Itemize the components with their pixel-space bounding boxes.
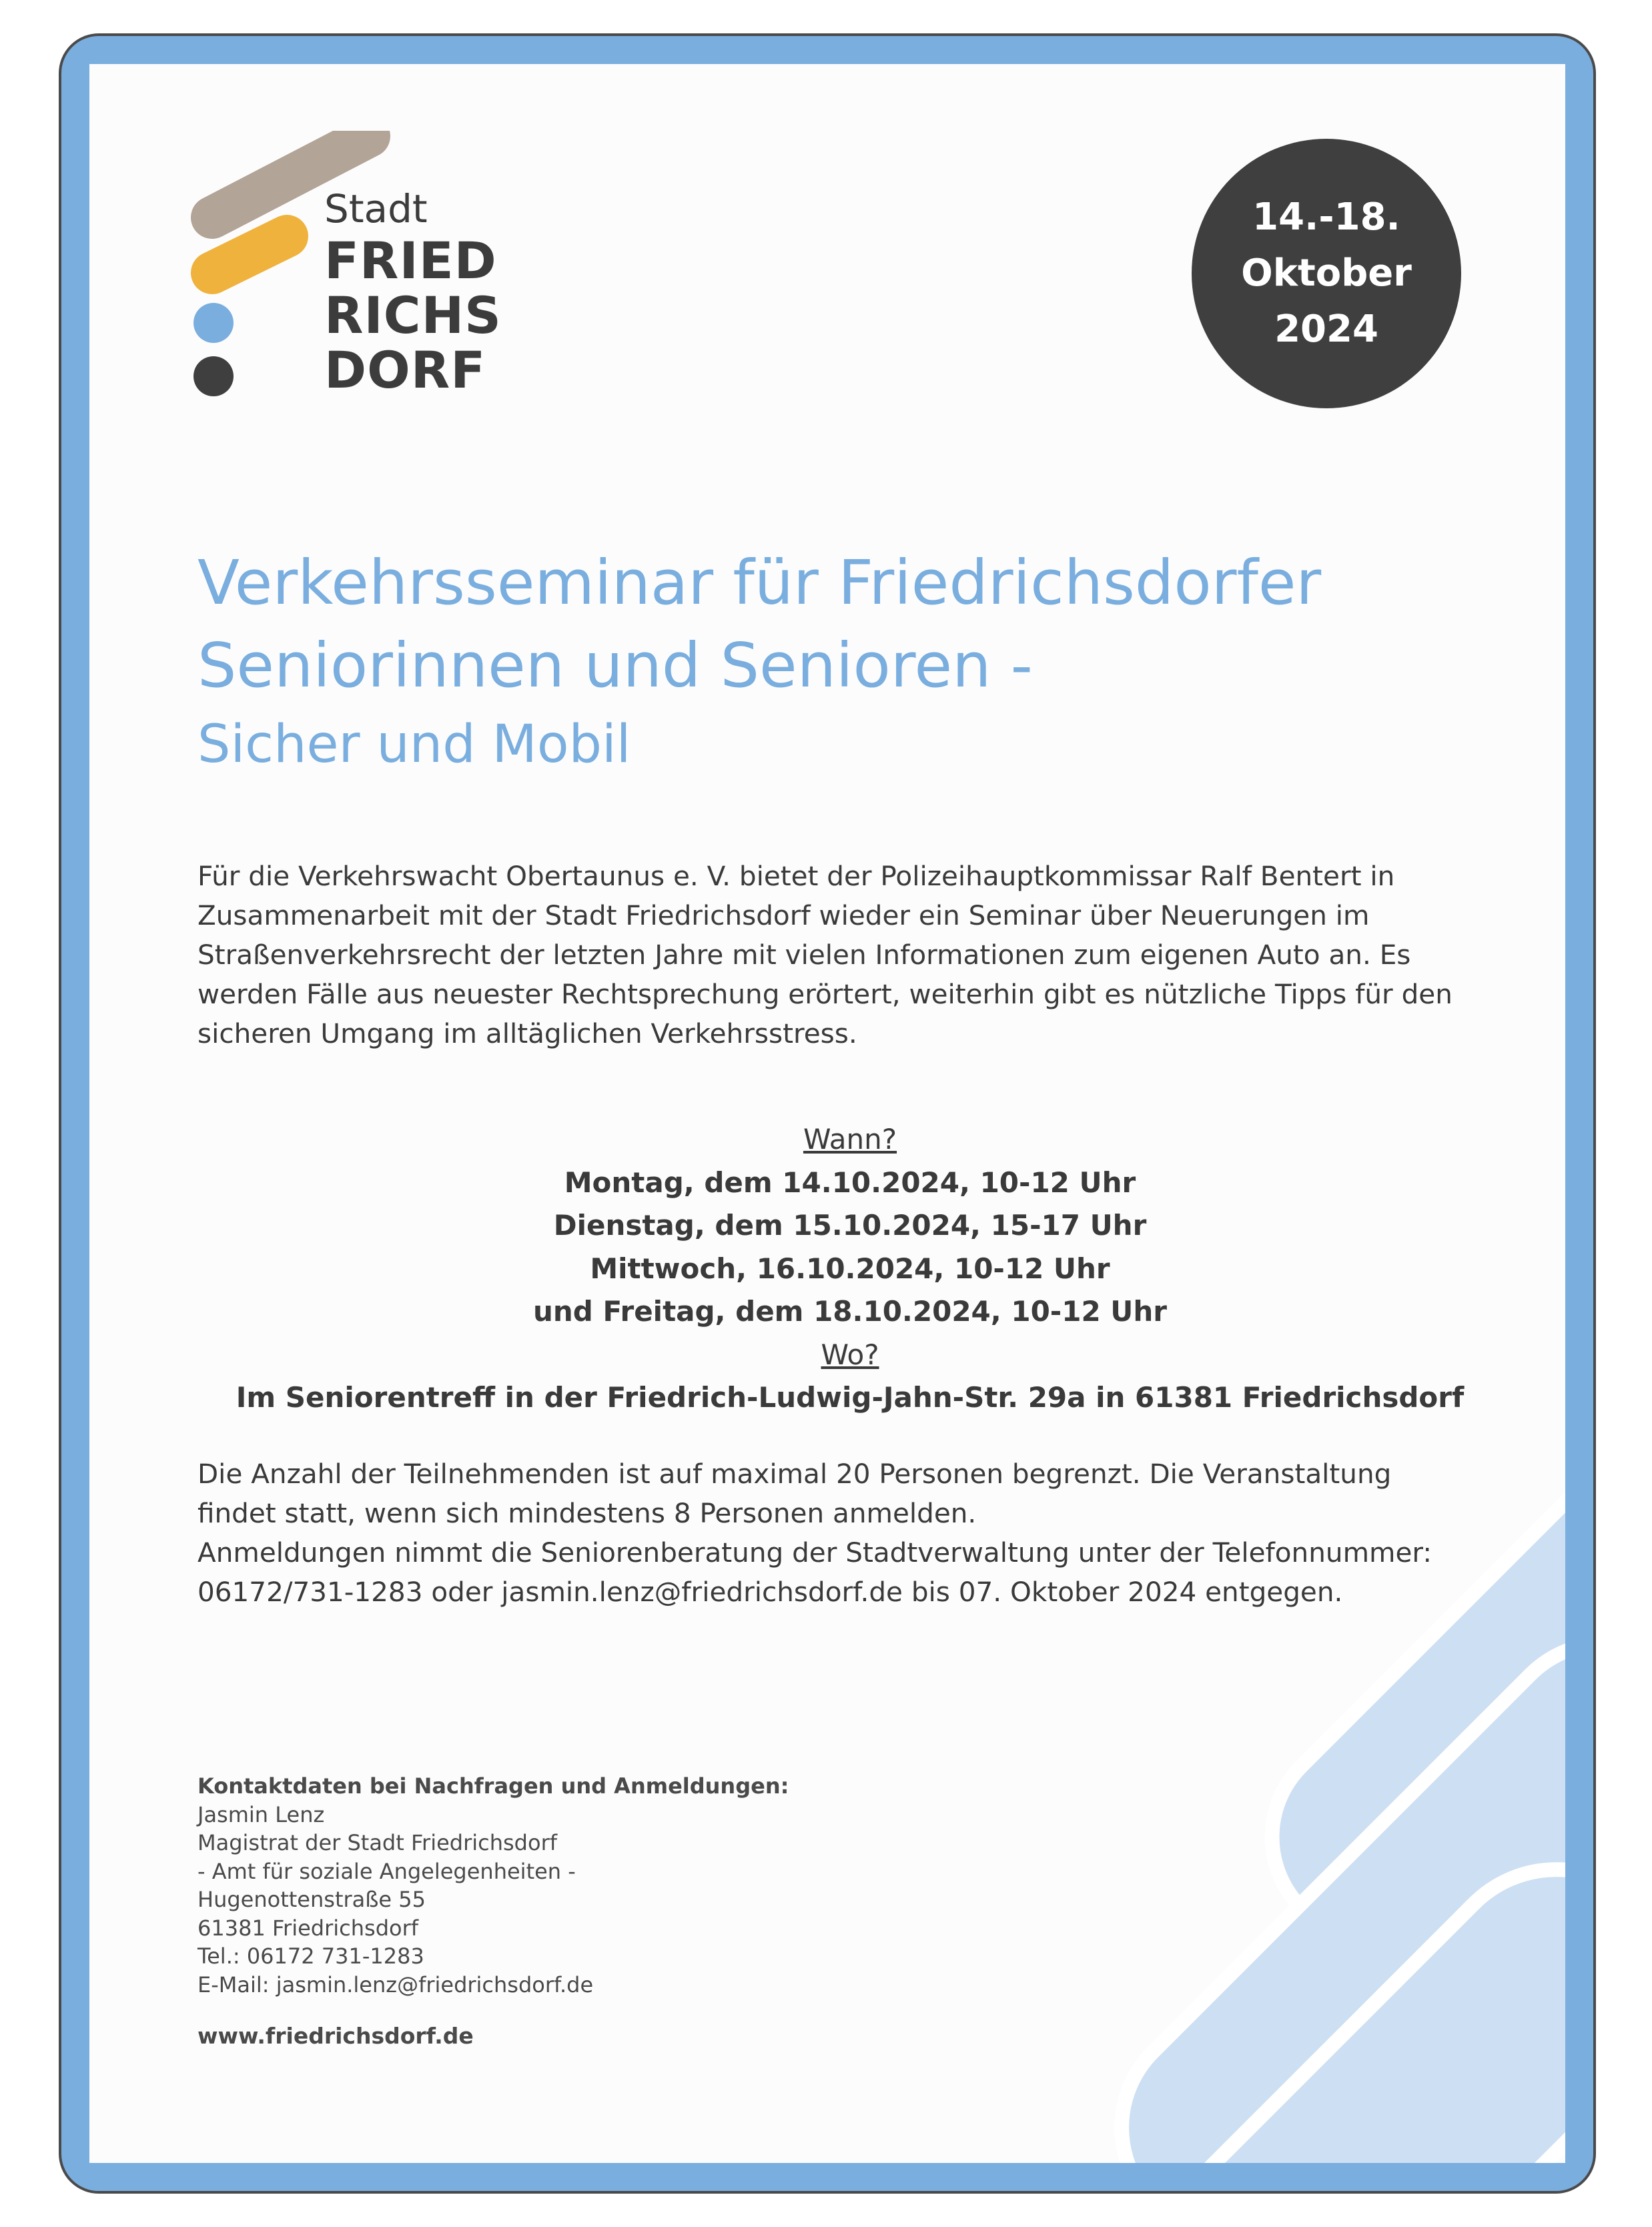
- title-line-1: Verkehrsseminar für Friedrichsdorfer: [197, 547, 1322, 618]
- contact-block: [197, 1772, 1132, 1999]
- page-title: [197, 542, 1519, 782]
- contact-org: Magistrat der Stadt Friedrichsdorf: [197, 1830, 557, 1855]
- notice-line-2: findet statt, wenn sich mindestens 8 Personen anmelden.: [197, 1497, 977, 1529]
- date-badge-range: 14.-18.: [1252, 195, 1400, 239]
- logo-line-richs: RICHS: [324, 286, 502, 345]
- logo-line-fried: FRIED: [324, 231, 497, 290]
- page-frame: [59, 33, 1596, 2194]
- registration-notice: [197, 1454, 1545, 1612]
- contact-phone: Tel.: 06172 731-1283: [197, 1943, 424, 1969]
- date-badge-year: 2024: [1274, 308, 1378, 351]
- contact-street: Hugenottenstraße 55: [197, 1887, 426, 1912]
- contact-email: E-Mail: jasmin.lenz@friedrichsdorf.de: [197, 1971, 594, 1997]
- date-badge-month: Oktober: [1241, 252, 1412, 295]
- where-heading: Wo?: [821, 1338, 879, 1371]
- website-link[interactable]: www.friedrichsdorf.de: [197, 2023, 474, 2049]
- date-friday: und Freitag, dem 18.10.2024, 10-12 Uhr: [532, 1295, 1168, 1328]
- date-monday: Montag, dem 14.10.2024, 10-12 Uhr: [564, 1166, 1136, 1199]
- date-badge: [1192, 139, 1461, 408]
- schedule-block: [129, 1118, 1565, 1420]
- notice-line-1: Die Anzahl der Teilnehmenden ist auf maximal 20 Personen begrenzt. Die Veranstaltung: [197, 1458, 1392, 1490]
- notice-line-4: 06172/731-1283 oder jasmin.lenz@friedrichsdorf.de bis 07. Oktober 2024 entgegen.: [197, 1576, 1343, 1608]
- title-subtitle: Sicher und Mobil: [197, 715, 631, 775]
- logo-dot-blue: [193, 303, 234, 343]
- contact-dept: - Amt für soziale Angelegenheiten -: [197, 1858, 576, 1884]
- contact-name: Jasmin Lenz: [197, 1801, 325, 1827]
- date-tuesday: Dienstag, dem 15.10.2024, 15-17 Uhr: [553, 1209, 1147, 1242]
- when-heading: Wann?: [803, 1123, 897, 1156]
- flyer-sheet: [89, 64, 1565, 2163]
- intro-paragraph: Für die Verkehrswacht Obertaunus e. V. bietet der Polizeihauptkommissar Ralf Bentert in Zusammenarbeit mit der Stadt Friedrichsdorf wieder ein Seminar über Neuerungen im Straßenverkehrsrecht der letzten Jahre mit vielen Informationen zum eigenen Auto an. Es werden Fälle aus neuester Rechtsprechung erörtert, weiterhin gibt es nützliche Tipps für den sicheren Umgang im alltäglichen Verkehrsstress.: [197, 860, 1453, 1049]
- logo-dot-dark: [193, 356, 234, 396]
- logo-line-stadt: Stadt: [324, 186, 428, 232]
- location-text: Im Seniorentreff in der Friedrich-Ludwig-Jahn-Str. 29a in 61381 Friedrichsdorf: [236, 1381, 1465, 1414]
- contact-title: Kontaktdaten bei Nachfragen und Anmeldungen:: [197, 1773, 789, 1799]
- date-wednesday: Mittwoch, 16.10.2024, 10-12 Uhr: [590, 1252, 1110, 1285]
- notice-line-3: Anmeldungen nimmt die Seniorenberatung der Stadtverwaltung unter der Telefonnummer:: [197, 1536, 1432, 1569]
- title-line-2: Seniorinnen und Senioren -: [197, 630, 1033, 701]
- logo-wordmark: [324, 184, 502, 398]
- logo-line-dorf: DORF: [324, 340, 486, 400]
- contact-city: 61381 Friedrichsdorf: [197, 1915, 418, 1941]
- logo-bar-yellow: [212, 236, 287, 273]
